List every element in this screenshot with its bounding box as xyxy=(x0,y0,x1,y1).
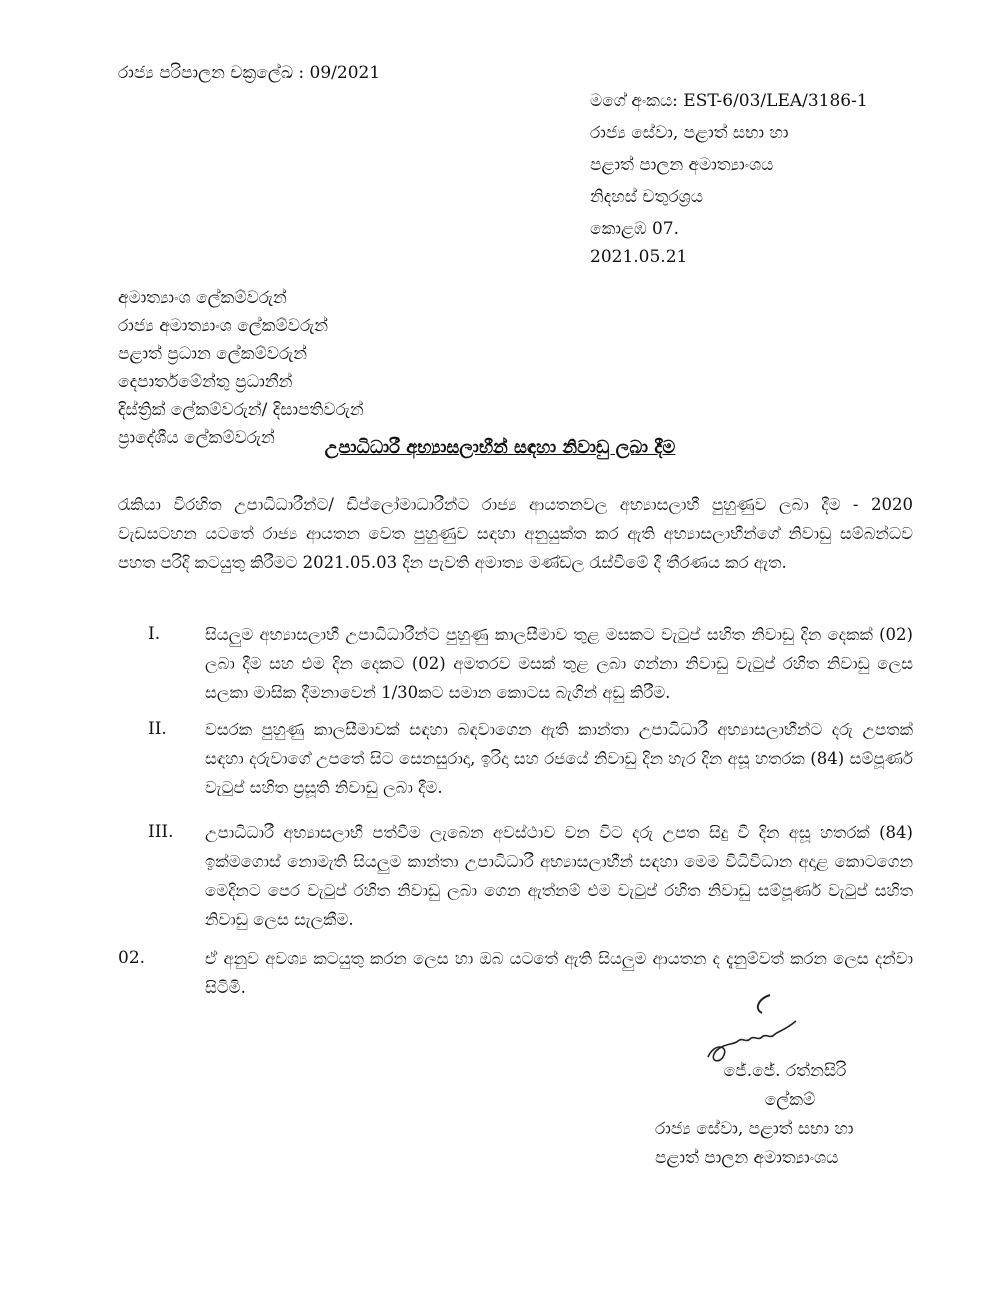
signer-ministry-line-1: රාජ්‍ය සේවා, පළාත් සභා හා xyxy=(655,1119,854,1139)
addressee: රාජ්‍ය අමාත්‍යාංශ ලේකම්වරුන් xyxy=(118,316,329,336)
closing-number: 02. xyxy=(118,948,146,968)
signer-block xyxy=(665,1060,865,1118)
item-number: III. xyxy=(148,822,174,842)
subject-heading xyxy=(0,437,1000,458)
item-number: I. xyxy=(148,624,161,644)
address-line-2: කොළඹ 07. xyxy=(590,219,679,239)
signer-title: ලේකම් xyxy=(764,1090,816,1110)
address-line-1: නිදහස් චතුරශ්‍රය xyxy=(590,187,704,207)
reference-block xyxy=(590,90,868,250)
addressee: දෙපාර්තමේන්තු ප්‍රධානීන් xyxy=(118,372,293,392)
item-text: සියලුම අභ්‍යාසලාභී උපාධිධාරීන්ට පුහුණු කාලසීමාව තුළ මසකට වැටුප් සහිත නිවාඩු දින දෙකක් (02) ලබා දීම සහ එම දින දෙකට (02) අමතරව මසක් තුළ ලබා ගන්නා නිවාඩු වැටුප් රහිත නිවාඩු ලෙස සලකා මාසික දීමනාවෙන් 1/30කට සමාන කොටස බැගින් අඩු කිරීම. xyxy=(205,625,913,702)
subject-text: උපාධිධාරී අභ්‍යාසලාභීන් සඳහා නිවාඩු ලබා දීම xyxy=(324,437,676,458)
item-text: වසරක පුහුණු කාලසීමාවක් සඳහා බඳවාගෙන ඇති කාන්තා උපාධිධාරී අභ්‍යාසලාභීන්ට දරු උපතක් සඳහා දරුවාගේ උපතේ සිට සෙනසුරාදා, ඉරිදා සහ රජයේ නිවාඩු දින හැර දින අසූ හතරක (84) සම්පූර්ණ වැටුප් සහිත ප්‍රසූති නිවාඩු ලබා දීම. xyxy=(205,720,913,797)
item-number: II. xyxy=(148,719,167,739)
reference-number: මගේ අංකය: EST-6/03/LEA/3186-1 xyxy=(590,91,868,111)
addressee: අමාත්‍යාංශ ලේකම්වරුන් xyxy=(118,288,287,308)
addressee: දිස්ත්‍රික් ලේකම්වරුන්/ දිසාපතිවරුන් xyxy=(118,400,364,420)
signer-ministry-line-2: පළාත් පාලන අමාත්‍යාංශය xyxy=(655,1148,839,1168)
item-text: උපාධිධාරී අභ්‍යාසලාභී පත්වීම ලැබෙන අවස්ථාව වන විට දරු උපත සිදු වී දින අසූ හතරක් (84) ඉක්මගොස් නොමැති සියලුම කාන්තා උපාධිධාරී අභ්‍යාසලාභීන් සඳහා මෙම විධිවිධාන අදාළ කොටගෙන මෙදිනට පෙර වැටුප් රහිත නිවාඩු ලබා ගෙන ඇත්නම් එම වැටුප් රහිත නිවාඩු සම්පූර්ණ වැටුප් සහිත නිවාඩු ලෙස සැලකීම. xyxy=(205,823,913,929)
signer-name: ජේ.ජේ. රත්නසිරි xyxy=(723,1061,847,1081)
circular-number: රාජ්‍ය පරිපාලන චක්‍රලේඛ : 09/2021 xyxy=(118,63,381,83)
intro-paragraph: රැකියා විරහිත උපාධිධාරීන්ට/ ඩිප්ලෝමාධාරීන්ට රාජ්‍ය ආයතනවල අභ්‍යාසලාභී පුහුණුව ලබා දීම - 2020 වැඩසටහන යටතේ රාජ්‍ය ආයතන වෙත පුහුණුව සඳහා අනුයුක්ත කර ඇති අභ්‍යාසලාභීන්ගේ නිවාඩු සම්බන්ධව පහත පරිදි කටයුතු කිරීමට 2021.05.03 දින පැවති අමාත්‍ය මණ්ඩල රැස්වීමේ දී තීරණය කර ඇත. xyxy=(118,495,913,572)
ministry-line-1: රාජ්‍ය සේවා, පළාත් සභා හා xyxy=(590,123,789,143)
addressee-list xyxy=(118,287,364,455)
addressee: ප්‍රාදේශීය ලේකම්වරුන් xyxy=(118,428,275,448)
signer-ministry xyxy=(655,1118,854,1176)
ministry-line-2: පළාත් පාලන අමාත්‍යාංශය xyxy=(590,155,774,175)
closing-text: ඒ අනුව අවශ්‍ය කටයුතු කරන ලෙස හා ඔබ යටතේ ඇති සියලුම ආයතන ද දැනුම්වත් කරන ලෙස දන්වා සිටිමි. xyxy=(205,949,913,997)
addressee: පළාත් ප්‍රධාන ලේකම්වරුන් xyxy=(118,344,308,364)
letter-date: 2021.05.21 xyxy=(590,247,688,267)
